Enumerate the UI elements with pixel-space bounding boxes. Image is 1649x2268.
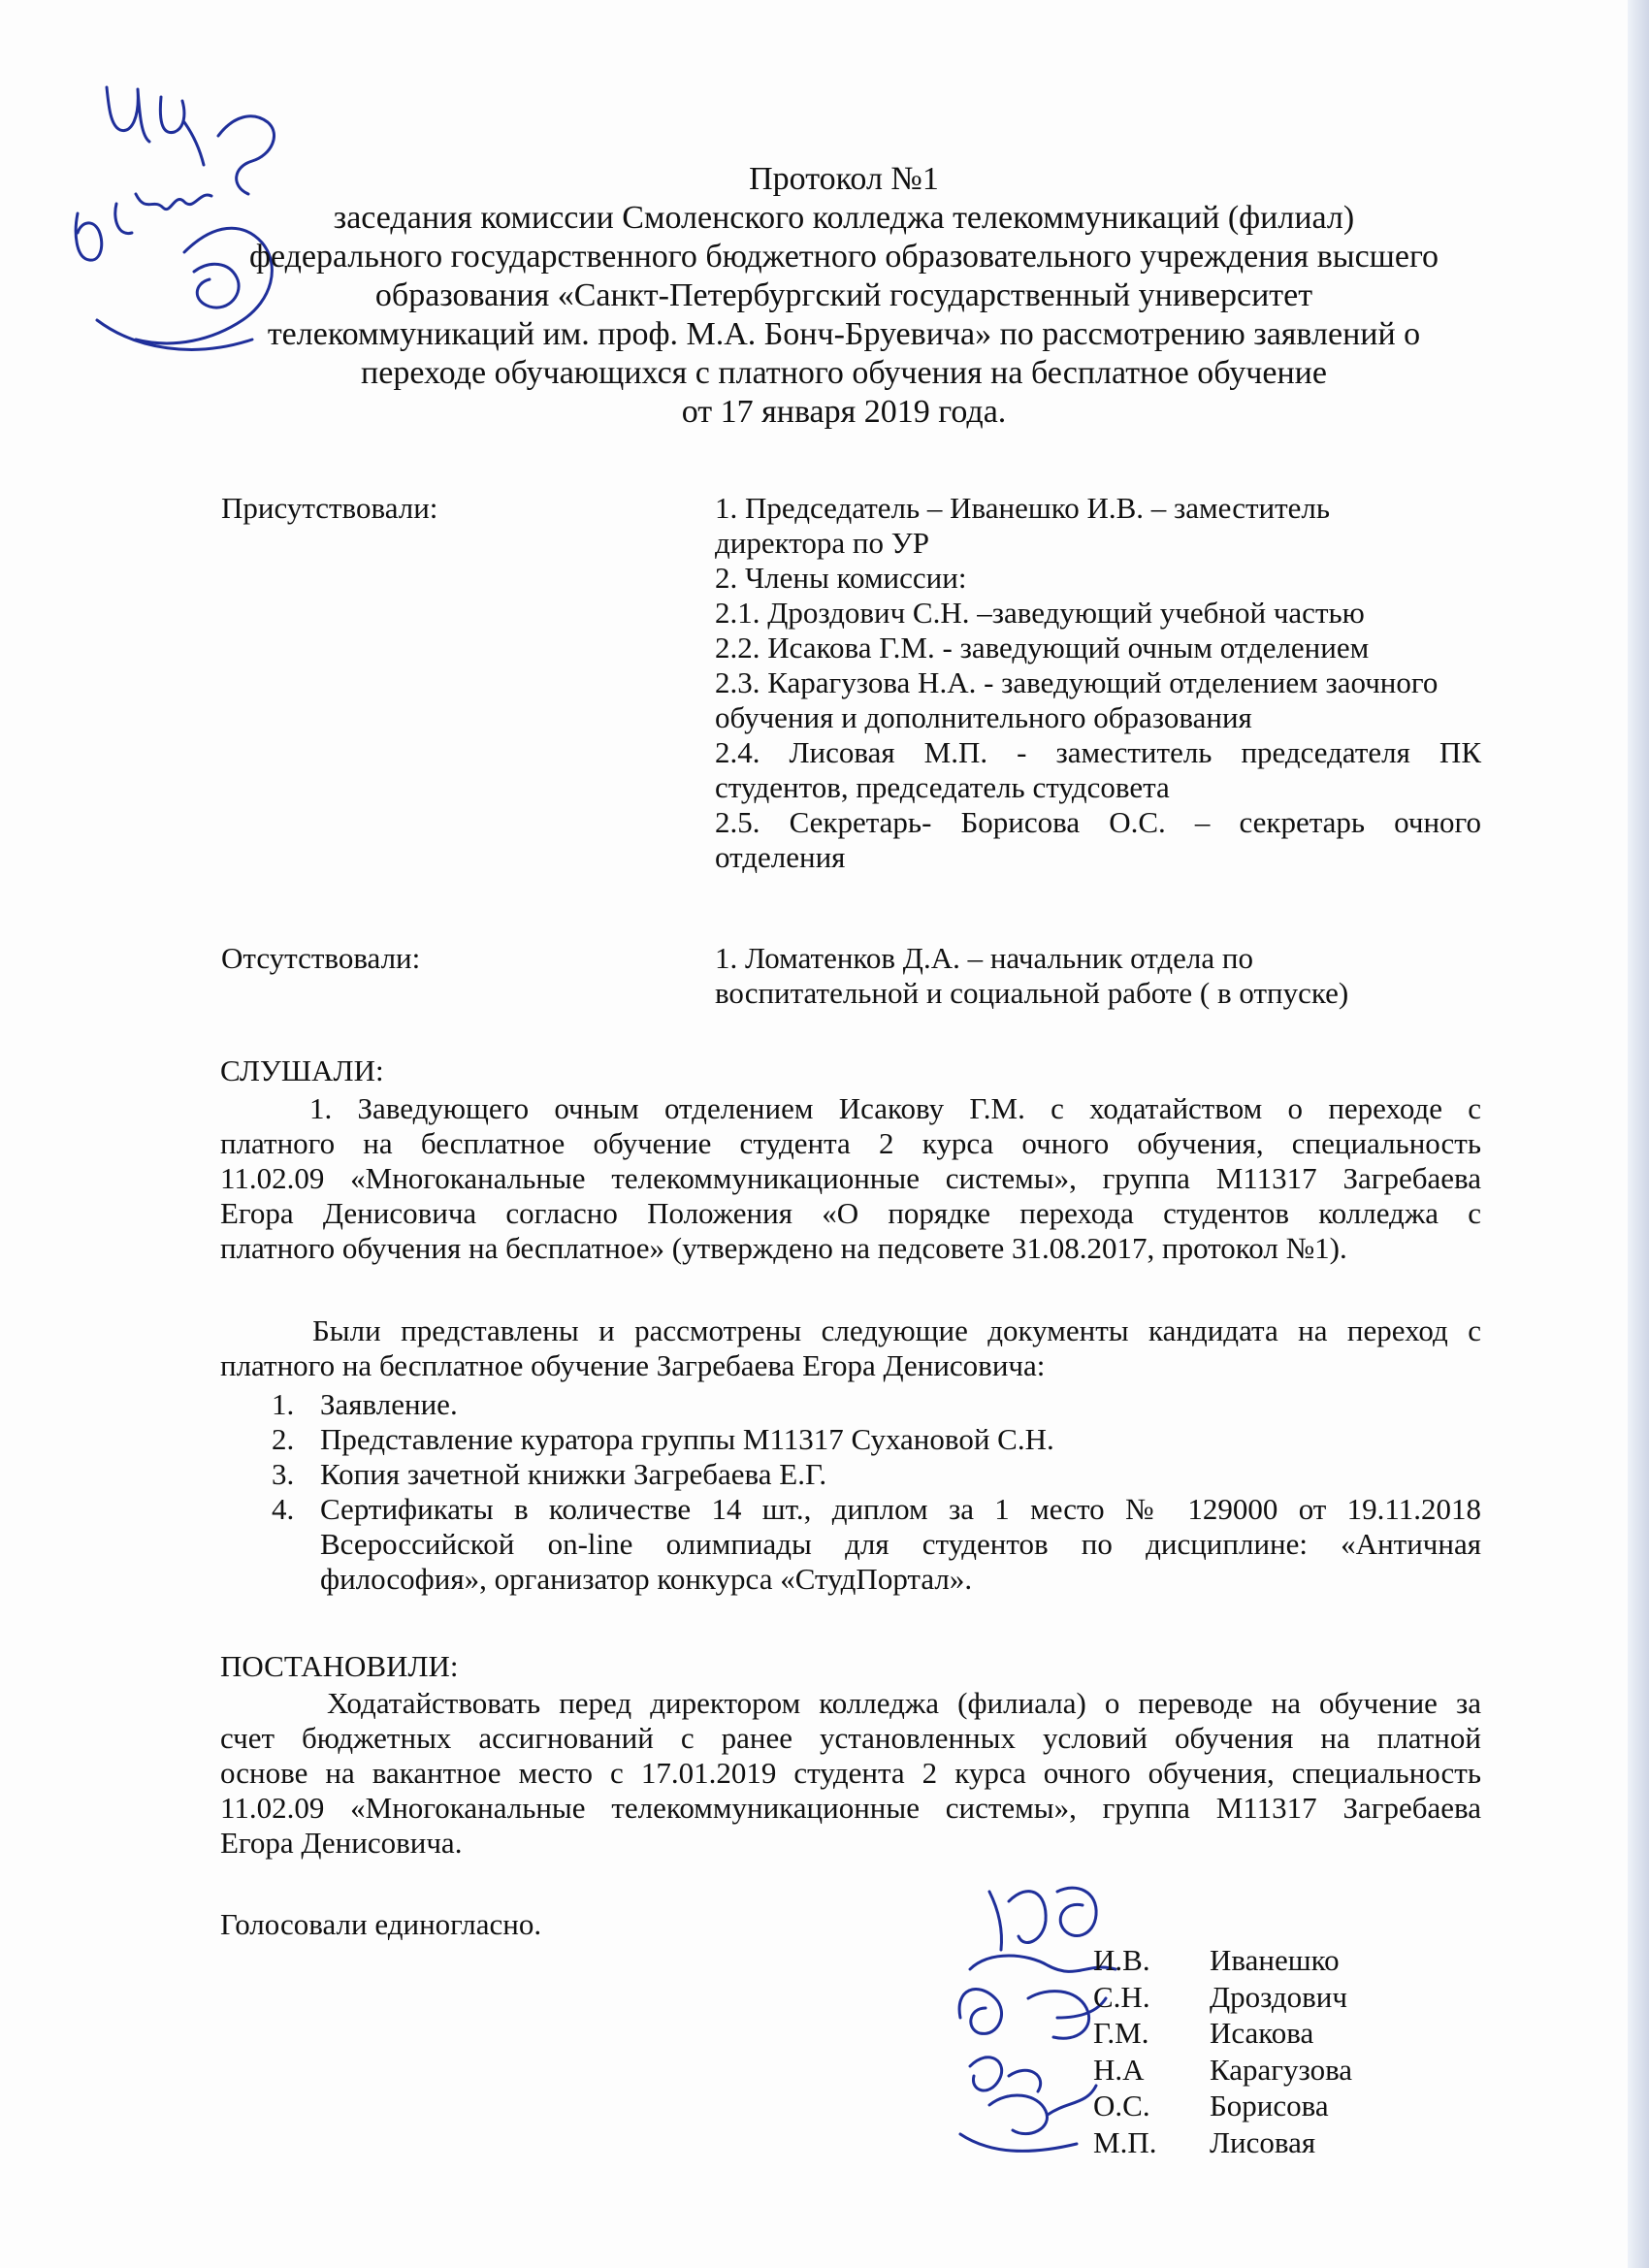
list-item-text: Представление куратора группы М11317 Сухановой С.Н. xyxy=(320,1422,1054,1456)
list-item-text: Заявление. xyxy=(320,1387,458,1421)
signer-initials: И.В. xyxy=(1093,1943,1150,1977)
signer-row xyxy=(1093,2052,1352,2089)
list-item xyxy=(250,1457,1481,1492)
heard-line: 11.02.09 «Многоканальные телекоммуникационные системы», группа М11317 Загребаева xyxy=(220,1161,1481,1195)
resolved-line: Ходатайствовать перед директором колледжа (филиала) о переводе на обучение за xyxy=(327,1686,1481,1720)
present-line: отделения xyxy=(715,840,846,874)
documents-intro-line: платного на бесплатное обучение Загребаева Егора Денисовича: xyxy=(220,1348,1046,1382)
list-item-text: Копия зачетной книжки Загребаева Е.Г. xyxy=(320,1457,827,1491)
title-line: телекоммуникаций им. проф. М.А. Бонч-Бруевича» по рассмотрению заявлений о xyxy=(267,316,1421,352)
list-item-text: Всероссийской on-line олимпиады для студентов по дисциплине: «Античная xyxy=(320,1527,1481,1561)
signer-surname: Исакова xyxy=(1210,2016,1314,2050)
heard-line: платного на бесплатное обучение студента 2 курса очного обучения, специальность xyxy=(220,1126,1481,1160)
annotation-text: уч в приказ xyxy=(39,29,44,30)
vote-result: Голосовали единогласно. xyxy=(220,1907,542,1941)
list-item xyxy=(250,1422,1481,1457)
signer-initials: С.Н. xyxy=(1093,1979,1150,2014)
resolved-heading: ПОСТАНОВИЛИ: xyxy=(220,1649,459,1683)
signer-initials: Г.М. xyxy=(1093,2016,1149,2050)
signer-surname: Карагузова xyxy=(1210,2052,1353,2087)
title-line: от 17 января 2019 года. xyxy=(681,394,1007,430)
present-line: 2.1. Дроздович С.Н. –заведующий учебной частью xyxy=(715,596,1365,630)
signer-surname: Лисовая xyxy=(1210,2124,1316,2159)
list-item-number: 1. xyxy=(272,1387,295,1421)
present-line: 2.3. Карагузова Н.А. - заведующий отделением заочного xyxy=(715,665,1439,699)
signer-row xyxy=(1093,2124,1352,2161)
title-line: Протокол №1 xyxy=(749,161,939,197)
documents-intro-line: Были представлены и рассмотрены следующие документы кандидата на переход с xyxy=(312,1313,1481,1347)
present-line: обучения и дополнительного образования xyxy=(715,700,1252,734)
list-item xyxy=(250,1492,1481,1597)
present-line: 2.2. Исакова Г.М. - заведующий очным отделением xyxy=(715,631,1370,664)
signer-initials: М.П. xyxy=(1093,2124,1157,2159)
heard-line: Егора Денисовича согласно Положения «О порядке перехода студентов колледжа с xyxy=(220,1196,1481,1230)
list-item-text: философия», организатор конкурса «СтудПортал». xyxy=(320,1562,973,1596)
resolved-line: счет бюджетных ассигнований с ранее установленных условий обучения на платной xyxy=(220,1721,1481,1755)
present-line: 2. Члены комиссии: xyxy=(715,561,967,595)
list-item xyxy=(250,1387,1481,1422)
absent-line: 1. Ломатенков Д.А. – начальник отдела по xyxy=(715,941,1253,975)
absent-line: воспитательной и социальной работе ( в отпуске) xyxy=(715,976,1349,1010)
list-item-number: 2. xyxy=(272,1422,295,1456)
signer-surname: Борисова xyxy=(1210,2089,1329,2122)
absent-list xyxy=(715,941,1481,1011)
present-list xyxy=(715,491,1481,875)
present-line: 2.5. Секретарь- Борисова О.С. – секретарь очного xyxy=(715,805,1481,839)
title-line: образования «Санкт-Петербургский государственный университет xyxy=(374,277,1313,313)
signer-row xyxy=(1093,1942,1352,1979)
signer-initials: Н.А xyxy=(1093,2052,1145,2087)
title-line: заседания комиссии Смоленского колледжа телекоммуникаций (филиал) xyxy=(333,200,1355,236)
heard-line: платного обучения на бесплатное» (утверждено на педсовете 31.08.2017, протокол №1). xyxy=(220,1231,1347,1265)
resolved-paragraph xyxy=(220,1686,1481,1861)
title-line: федерального государственного бюджетного образовательного учреждения высшего xyxy=(248,239,1439,275)
heard-paragraph xyxy=(220,1091,1481,1266)
document-title xyxy=(155,160,1533,432)
list-item-number: 4. xyxy=(272,1492,295,1526)
present-line: 2.4. Лисовая М.П. - заместитель председателя ПК xyxy=(715,735,1481,769)
signer-row xyxy=(1093,2015,1352,2052)
documents-intro xyxy=(220,1313,1481,1383)
absent-label: Отсутствовали: xyxy=(221,941,421,975)
signer-surname: Иванешко xyxy=(1210,1943,1340,1977)
title-line: переходе обучающихся с платного обучения на бесплатное обучение xyxy=(361,355,1327,391)
heard-line: 1. Заведующего очным отделением Исакову Г.М. с ходатайством о переходе с xyxy=(309,1091,1481,1125)
signer-initials: О.С. xyxy=(1093,2089,1150,2122)
signer-row xyxy=(1093,1979,1352,2016)
list-item-number: 3. xyxy=(272,1457,295,1491)
heard-heading: СЛУШАЛИ: xyxy=(220,1053,384,1087)
resolved-line: 11.02.09 «Многоканальные телекоммуникационные системы», группа М11317 Загребаева xyxy=(220,1791,1481,1825)
signer-surname: Дроздович xyxy=(1210,1979,1347,2014)
present-label: Присутствовали: xyxy=(221,491,438,525)
documents-list xyxy=(250,1387,1481,1597)
scan-edge xyxy=(1628,0,1649,2268)
signers-list xyxy=(1093,1942,1352,2160)
signer-row xyxy=(1093,2088,1352,2124)
present-line: студентов, председатель студсовета xyxy=(715,770,1170,804)
resolved-line: Егора Денисовича. xyxy=(220,1826,463,1860)
present-line: 1. Председатель – Иванешко И.В. – заместитель xyxy=(715,491,1331,525)
list-item-text: Сертификаты в количестве 14 шт., диплом за 1 место № 129000 от 19.11.2018 xyxy=(320,1492,1481,1526)
resolved-line: основе на вакантное место с 17.01.2019 студента 2 курса очного обучения, специальность xyxy=(220,1756,1481,1790)
present-line: директора по УР xyxy=(715,526,929,560)
